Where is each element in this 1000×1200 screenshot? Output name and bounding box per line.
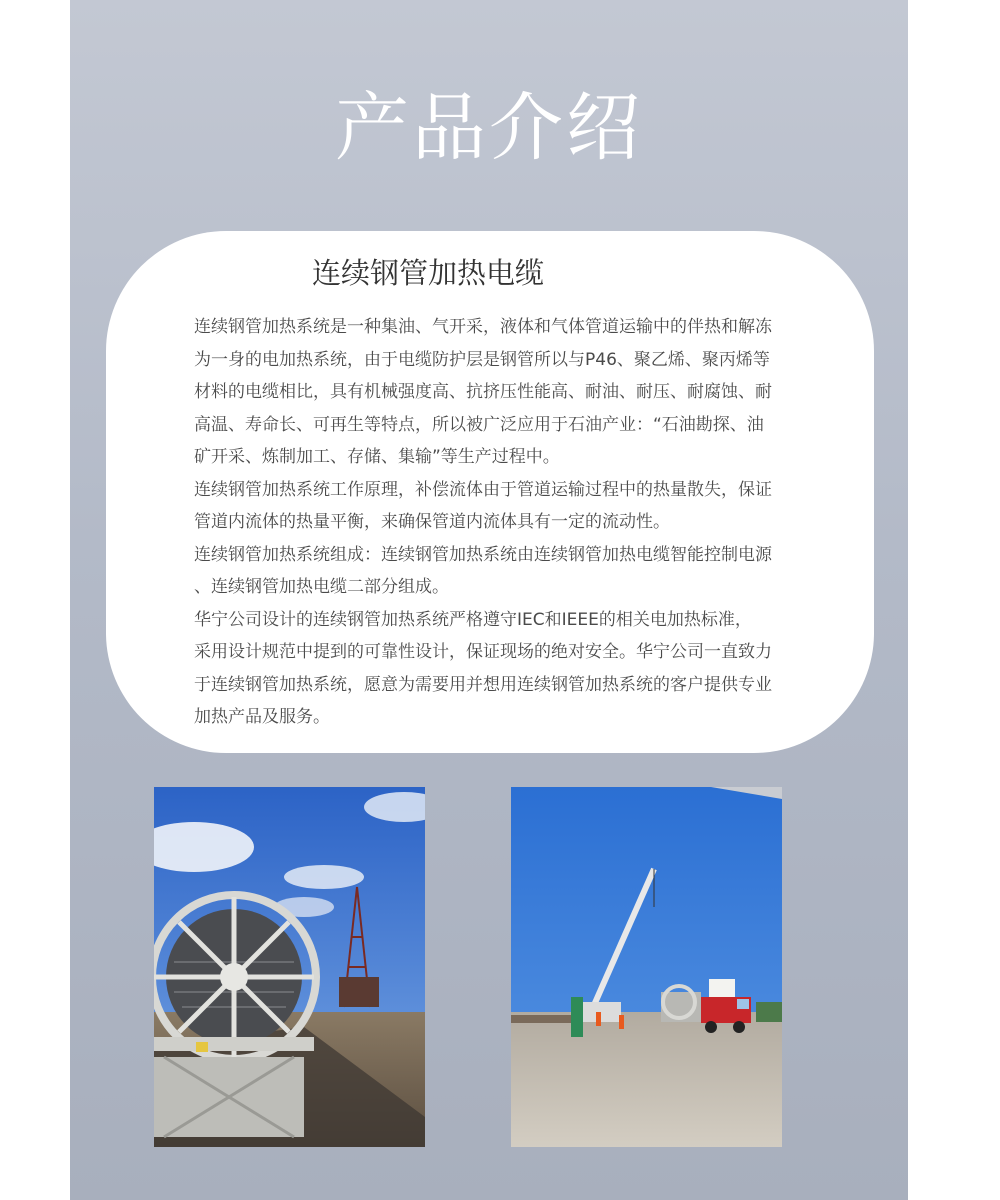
background-panel: [70, 0, 908, 1200]
product-card: [106, 231, 874, 753]
description-line: 材料的电缆相比，具有机械强度高、抗挤压性能高、耐油、耐压、耐腐蚀、耐: [194, 382, 772, 402]
description-line: 连续钢管加热系统是一种集油、气开采，液体和气体管道运输中的伴热和解冻: [194, 317, 772, 337]
description-line: 矿开采、炼制加工、存储、集输”等生产过程中。: [194, 447, 560, 467]
crane-truck-photo: [511, 787, 782, 1147]
description-line: 于连续钢管加热系统，愿意为需要用并想用连续钢管加热系统的客户提供专业: [194, 674, 772, 695]
page-title: 产品介绍: [335, 85, 643, 171]
product-description: [194, 311, 844, 734]
description-line: 管道内流体的热量平衡，来确保管道内流体具有一定的流动性。: [194, 512, 670, 532]
description-line: 、连续钢管加热电缆二部分组成。: [194, 577, 449, 597]
description-line: 采用设计规范中提到的可靠性设计，保证现场的绝对安全。华宁公司一直致力: [194, 642, 772, 662]
product-heading: 连续钢管加热电缆: [312, 256, 545, 290]
description-line: 为一身的电加热系统，由于电缆防护层是钢管所以与P46、聚乙烯、聚丙烯等: [194, 349, 770, 370]
cable-reel-photo: [154, 787, 425, 1147]
description-line: 华宁公司设计的连续钢管加热系统严格遵守IEC和IEEE的相关电加热标准，: [194, 609, 752, 630]
description-line: 连续钢管加热系统组成：连续钢管加热系统由连续钢管加热电缆智能控制电源: [194, 544, 772, 565]
description-line: 高温、寿命长、可再生等特点，所以被广泛应用于石油产业：“石油勘探、油: [194, 414, 764, 435]
description-line: 连续钢管加热系统工作原理，补偿流体由于管道运输过程中的热量散失，保证: [194, 479, 772, 500]
description-line: 加热产品及服务。: [194, 707, 330, 727]
